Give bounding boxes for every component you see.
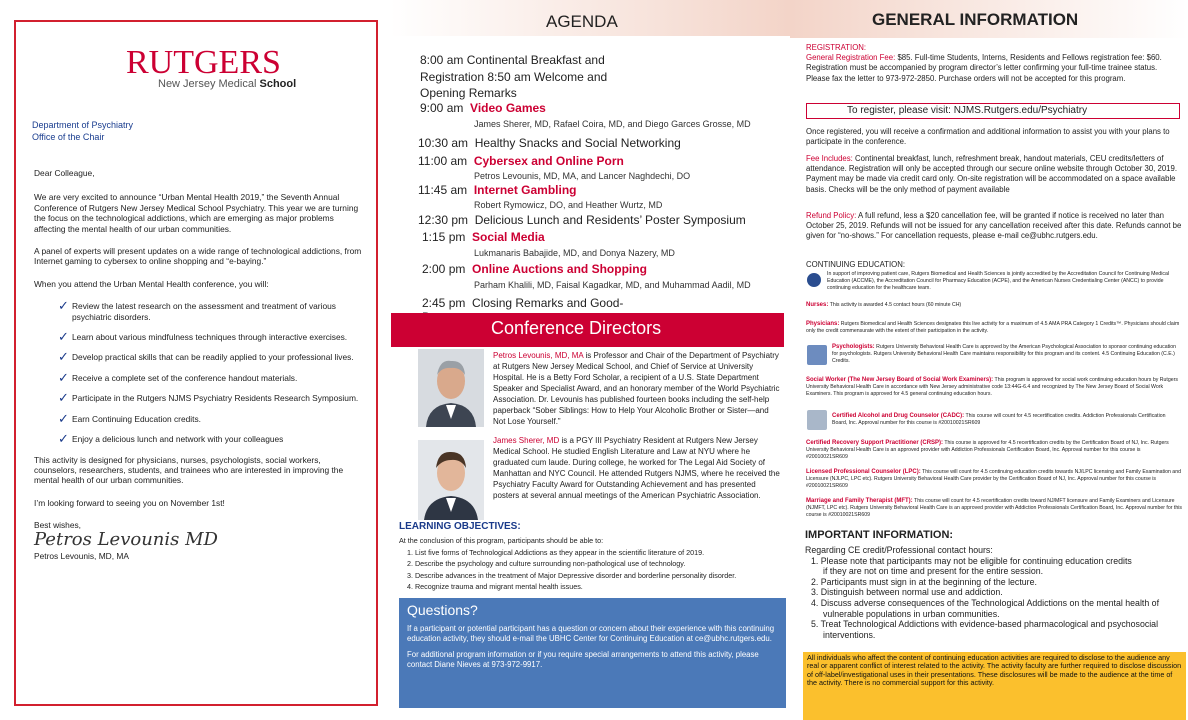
agenda-item: 2:45 pm Closing Remarks and Good- — [422, 296, 624, 310]
speakers: Petros Levounis, MD, MA, and Lancer Naghdechi, DO — [474, 171, 691, 181]
greeting: Dear Colleague, — [34, 168, 95, 178]
questions-text: For additional program information or if you require special arrangements to attend this activity, please contact Diane Nieves at 973-972-9917. — [407, 650, 759, 669]
ce-physicians: Physicians: Rutgers Biomedical and Health Sciences designates this live activity for a maximum of 4.5 AMA PRA Category 1 Credits™. Physicians should claim only the credit commensurate with the extent of their participation in the activity. — [806, 321, 1180, 334]
logo-subtitle: New Jersey Medical School — [158, 78, 297, 90]
questions-box — [399, 598, 786, 708]
director-bio: James Sherer, MD is a PGY III Psychiatry Resident at Rutgers New Jersey Medical School. He studied English Literature and Law at NYU where he graduated cum laude. During college, he worked for The Legal Aid Society of Manhattan and NYC Council. He attended Rutgers NJMS, where he received the Psychiatry Faculty Award for Outstanding Achievement and has presented posters at several annual meetings of the American Psychiatric Association. — [493, 436, 780, 500]
ce-label: CONTINUING EDUCATION: — [806, 260, 906, 269]
checkmark-icon: ✓ — [58, 369, 69, 385]
agenda-item: 2:00 pm Online Auctions and Shopping — [422, 262, 647, 276]
speakers: Parham Khalili, MD, Faisal Kagadkar, MD, and Muhammad Aadil, MD — [474, 280, 751, 290]
questions-title: Questions? — [407, 602, 478, 618]
checklist-item: ✓ Enjoy a delicious lunch and network with your colleagues — [58, 431, 284, 447]
speakers: Lukmanaris Babajide, MD, and Donya Nazery, MD — [474, 248, 675, 258]
ce-intro: In support of improving patient care, Rutgers Biomedical and Health Sciences is jointly accredited by the Accreditation Council for Continuing Medical Education (ACCME), the Accreditation Council for Pharmacy Education (ACPE), and the American Nurses Credentialing Center (ANCC) to provide continuing education for the healthcare team. — [827, 271, 1169, 291]
agenda-item: 11:45 am Internet Gambling — [418, 183, 577, 197]
important-info-list: Regarding CE credit/Professional contact hours: 1. Please note that participants may not be eligible for continuing education credits if they are not on time and present for the entire session. 2. Participants must sign in at the beginning of the lecture. 3. Distinguish between normal use and addiction. 4. Discuss adverse consequences of the Technological Addictions on the mental health of vulnerable populations in urban communities. 5. Treat Technological Addictions with evidence-based pharmacological and psychosocial interventions. — [805, 545, 1160, 640]
conference-directors-header: Conference Directors — [391, 313, 784, 347]
ce-psychologists: Psychologists: Rutgers University Behavioral Health Care is approved by the American Psychological Association to sponsor continuing education for psychologists. Rutgers University Behavioral Health Care maintains responsibility for this program and its content. 4.5 Continuing Education (C.E.) Credits. — [832, 344, 1177, 364]
agenda-item: 11:00 am Cybersex and Online Porn — [418, 154, 624, 168]
questions-text: If a participant or potential participant has a question or concern about their experience with this continuing education activity, they should e-mail the UBHC Center for Continuing Education at ce@ubhc.rutgers.edu. — [407, 624, 775, 643]
checklist-item: ✓ Learn about various mindfulness techniques through interactive exercises. — [58, 329, 348, 345]
letter-body — [34, 168, 364, 561]
ce-cadc: Certified Alcohol and Drug Counselor (CADC): This course will count for 4.5 recertification credits. Addiction Professionals Certification Board, Inc. Approval number for this course is #20010021SR609 — [832, 413, 1166, 426]
letter-paragraph: I’m looking forward to seeing you on November 1st! — [34, 497, 225, 508]
learning-objectives-title: LEARNING OBJECTIVES: — [399, 521, 521, 532]
director-bio: Petros Levounis, MD, MA is Professor and Chair of the Department of Psychiatry at Rutgers New Jersey Medical School, and Chief of Service at University Hospital. He is a Betty Ford Scholar, a recipient of a U.S. State Department Speaker and Specialist Award, and an honorary member of the World Psychiatric Association. Dr. Levounis has published fourteen books including the self-help paperback “Sober Siblings: How to Help Your Alcoholic Brother or Sister—and Not Lose Yourself.” — [493, 351, 780, 426]
signature: Petros Levounis MD — [34, 528, 218, 550]
agenda-item: 12:30 pm Delicious Lunch and Residents’ Poster Symposium — [418, 213, 746, 227]
signer-name: Petros Levounis, MD, MA — [34, 550, 129, 561]
ce-nurses: Nurses: This activity is awarded 4.5 contact hours (60 minute CH) — [806, 302, 962, 308]
fee-includes: Fee Includes: Continental breakfast, lunch, refreshment break, handout materials, CEU credits/letters of attendance. Registration will only be accepted through our secure online website through October 30, 2019. Payment may be made via credit card only. On-site registration will be accommodated on a space available basis. Checks will be the only method of payment available — [806, 154, 1178, 194]
checklist-item: ✓ Participate in the Rutgers NJMS Psychiatry Residents Research Symposium. — [58, 390, 359, 406]
checklist-item: ✓ Earn Continuing Education credits. — [58, 410, 201, 426]
refund-policy: Refund Policy: A full refund, less a $20 cancellation fee, will be granted if notice is received no later than October 25, 2019. Refunds will not be issued for any cancellation received after this date. Refunds cannot be given for “no-shows.” For cancellation requests, please e-mail ce@ubhc.rutgers.edu. — [806, 211, 1182, 241]
ce-lpc: Licensed Professional Counselor (LPC): This course will count for 4.5 continuing education credits towards NJ/LPC licensing and Family Examination and Licensure (NJLPC, LPC etc). Rutgers University Behavioral Health Care provider by the Certification Board of NJ, Inc. Approval number for this course is #20010021SR609 — [806, 469, 1181, 489]
ce-social-work: Social Worker (The New Jersey Board of Social Work Examiners): This program is approved for social work continuing education hours by Rutgers University Behavioral Health Care in accordance with New Jersey administrative code 13:44G-6.4 and recognized by The New Jersey Board of Social Work Examiners. This program is approved for 4.5 general continuing education hours. — [806, 377, 1178, 397]
agenda-item: 1:15 pm Social Media — [422, 230, 545, 244]
checkmark-icon: ✓ — [58, 298, 69, 314]
cadc-logo — [807, 410, 827, 430]
checkmark-icon: ✓ — [58, 410, 69, 426]
agenda-item: 10:30 am Healthy Snacks and Social Networking — [418, 136, 681, 150]
agenda-line: Registration 8:50 am Welcome and — [420, 70, 608, 84]
letter-paragraph: This activity is designed for physicians, nurses, psychologists, social workers, counselors, researchers, students, and trainees who are interested in improving the mental health of our urban communities. — [34, 454, 344, 486]
registration-info: REGISTRATION: General Registration Fee: $85. Full-time Students, Interns, Residents and Fellows registration fee: $60. Registration must be accompanied by program director’s letter confirming your full-time trainee status. Please fax the letter to 973-972-2850. Purchase orders will not be accepted for this program. — [806, 43, 1162, 83]
apa-logo — [807, 345, 827, 365]
department-name: Department of Psychiatry Office of the Chair — [32, 120, 134, 142]
letter-paragraph: We are very excited to announce “Urban Mental Health 2019,” the Seventh Annual Conference of Rutgers New Jersey Medical School Psychiatry. This year we are turning the focus on the technological addictions, which are emerging as major problems affecting the mental health of our urban communities. — [34, 192, 359, 234]
agenda-line: Opening Remarks — [420, 86, 517, 100]
checkmark-icon: ✓ — [58, 349, 69, 365]
accreditation-logo — [807, 273, 821, 287]
letter-paragraph: A panel of experts will present updates on a wide range of technological addictions, from Internet gaming to cybersex to online shopping and “e-baying.” — [34, 246, 362, 267]
ce-crsp: Certified Recovery Support Practitioner (CRSP): This course is approved for 4.5 recertification credits by the Certification Board of NJ, Inc. Rutgers University Behavioral Health Care is an approved provider with Addiction Professionals Certification Board, Inc. Approval number for this course is #20010021SR609 — [806, 440, 1169, 460]
speakers: Robert Rymowicz, DO, and Heather Wurtz, MD — [474, 200, 663, 210]
important-info-title: IMPORTANT INFORMATION: — [805, 529, 954, 541]
welcome-letter — [14, 20, 378, 706]
letter-paragraph: When you attend the Urban Mental Health conference, you will: — [34, 278, 269, 289]
director-photo-sherer — [418, 440, 484, 520]
agenda-line: 8:00 am Continental Breakfast and — [420, 53, 605, 67]
checklist-item: ✓ Review the latest research on the assessment and treatment of various psychiatric disorders. — [58, 298, 336, 322]
checklist-item: ✓ Develop practical skills that can be readily applied to your professional lives. — [58, 349, 354, 365]
agenda-item: 9:00 am Video Games — [420, 101, 546, 115]
director-photo-levounis — [418, 349, 484, 427]
register-link[interactable]: To register, please visit: NJMS.Rutgers.edu/Psychiatry — [806, 103, 1180, 119]
checklist-item: ✓ Receive a complete set of the conference handout materials. — [58, 369, 298, 385]
speakers: James Sherer, MD, Rafael Coira, MD, and Diego Garces Grosse, MD — [474, 119, 751, 129]
checkmark-icon: ✓ — [58, 390, 69, 406]
general-information-header: GENERAL INFORMATION — [790, 0, 1188, 38]
checkmark-icon: ✓ — [58, 329, 69, 345]
checkmark-icon: ✓ — [58, 431, 69, 447]
closing: Best wishes, — [34, 520, 82, 531]
agenda-header: AGENDA — [390, 0, 790, 36]
confirmation-text: Once registered, you will receive a confirmation and additional information to assist you with your plans to participate in the conference. — [806, 127, 1170, 147]
learning-objectives: At the conclusion of this program, participants should be able to: 1. List five forms of Technological Addictions as they appear in the scientific literature of 2019. 2. Describe the psychology and culture surrounding non-pathological use of technology. 3. Describe advances in the treatment of Major Depressive disorder and borderline personality disorder. 4. Recognize trauma and migrant mental health issues. — [399, 536, 737, 591]
rutgers-logo: RUTGERS — [126, 44, 281, 81]
ce-mft: Marriage and Family Therapist (MFT): This course will count for 4.5 recertification credits toward NJ/MFT licensure and Family Examiners and Licensure (NJMFT, LPC etc). Rutgers University Behavioral Health Care is an approved provider with Addiction Professionals Certification Board, Inc. Approval number for this course is #20010021SR609 — [806, 498, 1182, 518]
disclosure-box: All individuals who affect the content of continuing education activities are required to disclose to the audience any real or apparent conflict of interest related to the activity. The activity faculty are further required to disclose discussion of off-label/investigational uses in their presentations. These disclosures will be made to the audience at the time of the activity. There is no commercial support for this activity. — [803, 652, 1186, 720]
